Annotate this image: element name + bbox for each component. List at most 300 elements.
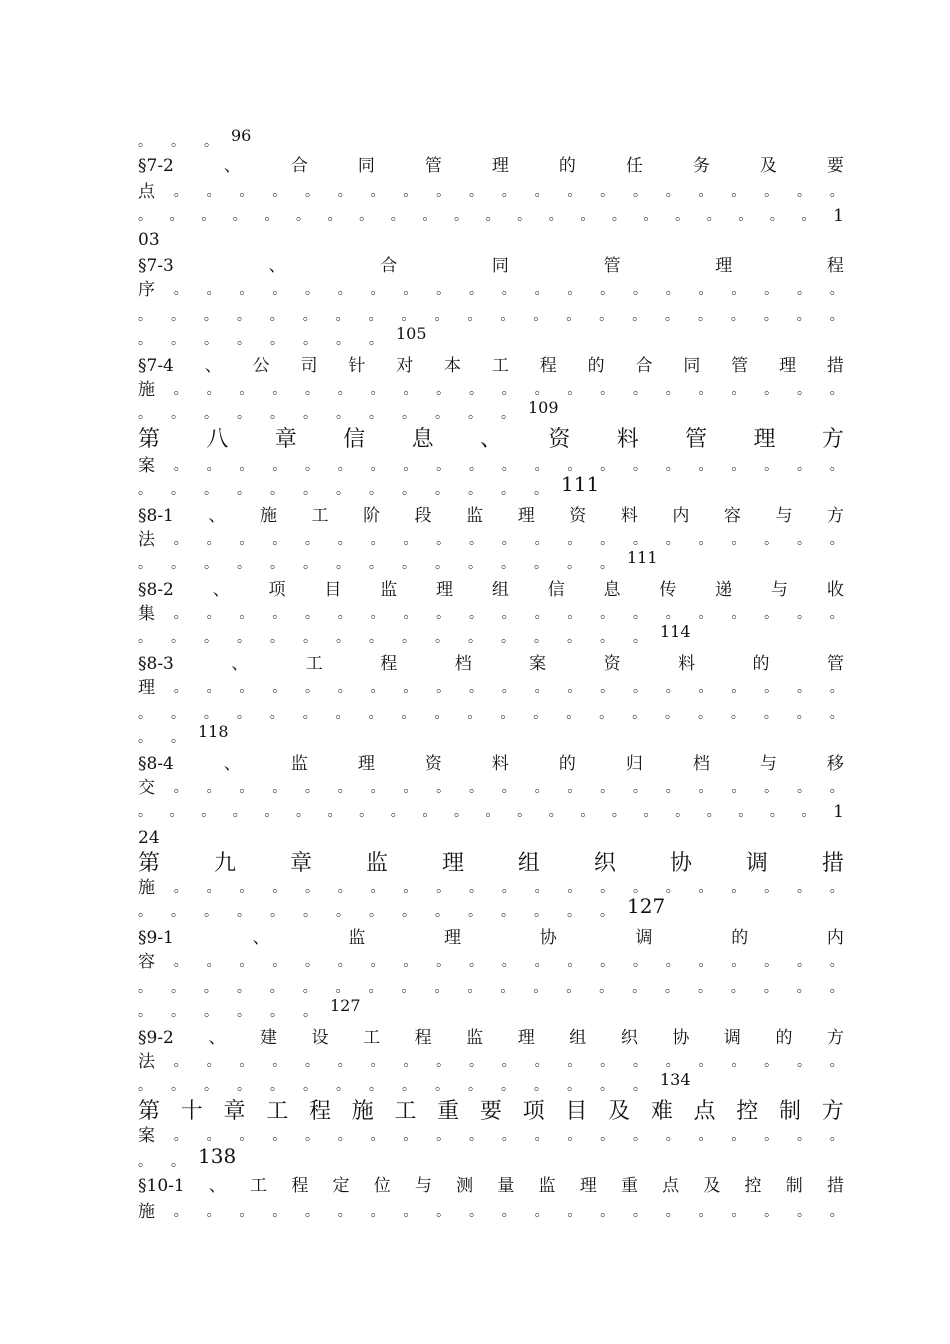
leader-dot: 。 [304, 1054, 319, 1070]
leader-dot: 。 [138, 332, 152, 348]
leader-dot: 。 [567, 282, 582, 298]
toc-text: 的 [731, 928, 749, 948]
toc-text: 难 [650, 1099, 673, 1124]
leader-dot: 。 [237, 904, 251, 920]
leader-dot: 。 [337, 954, 352, 970]
leader-dot: 。 [337, 606, 352, 622]
toc-line [138, 1174, 844, 1198]
leader-dot: 。 [171, 134, 185, 150]
leader-dot: 。 [237, 406, 251, 422]
toc-text: 组 [517, 851, 540, 876]
leader-dot: 。 [270, 332, 284, 348]
toc-text: 措 [826, 1176, 844, 1196]
toc-line [138, 528, 844, 552]
leader-dot: 。 [237, 556, 251, 572]
leader-dot: 。 [801, 804, 816, 820]
toc-text: §8-1 [138, 506, 174, 526]
leader-dot: 。 [600, 532, 615, 548]
leader-dot: 。 [467, 308, 482, 324]
leader-dot: 。 [206, 382, 221, 398]
toc-text: 目 [324, 580, 342, 600]
leader-dot: 。 [731, 532, 746, 548]
toc-text: 方 [821, 427, 844, 452]
toc-text: 内 [672, 506, 690, 526]
leader-dot: 。 [731, 382, 746, 398]
toc-text: 与 [771, 580, 788, 600]
toc-text: 织 [620, 1028, 638, 1048]
leader-dot: 。 [206, 954, 221, 970]
leader-dot: 。 [337, 184, 352, 200]
leader-dot: 。 [501, 184, 516, 200]
leader-dot: 。 [763, 706, 778, 722]
leader-dot: 。 [204, 904, 218, 920]
toc-text: 档 [454, 654, 472, 674]
leader-dot: 。 [764, 184, 779, 200]
page-number: 111 [627, 548, 658, 567]
leader-dot: 。 [731, 282, 746, 298]
leader-dot: 。 [239, 184, 254, 200]
toc-text: 施 [138, 1202, 155, 1222]
leader-dot: 。 [304, 880, 319, 896]
leader-dot: 。 [370, 1204, 385, 1220]
leader-dot: 。 [829, 308, 844, 324]
toc-text: §8-2 [138, 580, 174, 600]
toc-text: 程 [380, 654, 398, 674]
leader-dot: 。 [796, 458, 811, 474]
leader-dot: 。 [611, 804, 626, 820]
leader-dot: 。 [643, 804, 658, 820]
leader-dot: 。 [731, 606, 746, 622]
leader-dot: 。 [138, 1078, 152, 1094]
toc-text: 同 [357, 156, 375, 176]
leader-dot: 。 [796, 382, 811, 398]
toc-text: 合 [635, 356, 653, 376]
leader-dot: 。 [204, 332, 218, 348]
leader-dot: 。 [335, 706, 350, 722]
leader-dot: 。 [304, 1128, 319, 1144]
toc-text: 工 [266, 1099, 289, 1124]
leader-dot: 。 [763, 308, 778, 324]
leader-dot: 。 [171, 730, 185, 746]
leader-dot: 。 [359, 208, 374, 224]
leader-dot: 。 [731, 1128, 746, 1144]
toc-text: 传 [659, 580, 677, 600]
toc-text: 与 [775, 506, 793, 526]
leader-dot: 。 [468, 556, 482, 572]
leader-dot: 。 [501, 532, 516, 548]
leader-dot: 。 [436, 1204, 451, 1220]
leader-dot: 。 [337, 880, 352, 896]
toc-text: 的 [558, 156, 576, 176]
leader-dot: 。 [632, 706, 647, 722]
leader-dot: 。 [138, 1004, 152, 1020]
leader-dot: 。 [239, 954, 254, 970]
leader-dot: 。 [632, 606, 647, 622]
leader-dot: 。 [270, 406, 284, 422]
toc-text: 要 [826, 156, 844, 176]
leader-dot: 。 [829, 458, 844, 474]
toc-text: 本 [444, 356, 462, 376]
leader-dot: 。 [796, 980, 811, 996]
toc-text: 的 [558, 754, 576, 774]
leader-dot: 。 [698, 382, 713, 398]
leader-dot: 。 [796, 1204, 811, 1220]
toc-text: §8-3 [138, 654, 174, 674]
leader-dot: 。 [632, 184, 647, 200]
toc-text: 管 [826, 654, 844, 674]
leader-dot: 。 [370, 532, 385, 548]
leader-dot: 。 [138, 406, 152, 422]
toc-line [138, 996, 844, 1024]
leader-dot: 。 [335, 980, 350, 996]
leader-dot: 。 [698, 1204, 713, 1220]
toc-text: 的 [587, 356, 605, 376]
toc-text: 管 [424, 156, 442, 176]
leader-dot: 。 [390, 208, 405, 224]
leader-dot: 。 [567, 556, 581, 572]
leader-dot: 。 [272, 1204, 287, 1220]
leader-dot: 。 [203, 706, 218, 722]
toc-text: 协 [672, 1028, 690, 1048]
toc-line [138, 204, 844, 228]
leader-dot: 。 [829, 606, 844, 622]
leader-dot: 。 [403, 880, 418, 896]
leader-dot: 。 [173, 532, 188, 548]
leader-dot: 。 [468, 482, 482, 498]
toc-text: 资 [424, 754, 442, 774]
leader-dot: 。 [665, 606, 680, 622]
leader-dot: 。 [435, 630, 449, 646]
leader-dot: 。 [436, 954, 451, 970]
toc-text: 及 [703, 1176, 721, 1196]
toc-text: 理 [779, 356, 797, 376]
toc-text: 收 [826, 580, 844, 600]
leader-dot: 。 [534, 954, 549, 970]
leader-dot: 。 [239, 532, 254, 548]
leader-dot: 。 [304, 282, 319, 298]
leader-dot: 。 [272, 880, 287, 896]
leader-dot: 。 [403, 382, 418, 398]
leader-dot: 。 [171, 1078, 185, 1094]
toc-text: 合 [380, 256, 398, 276]
toc-text: 方 [821, 1099, 844, 1124]
leader-dot: 。 [769, 208, 784, 224]
leader-dot: 。 [534, 630, 548, 646]
leader-dot: 。 [796, 880, 811, 896]
leader-dot: 。 [468, 1128, 483, 1144]
leader-dot: 。 [337, 1204, 352, 1220]
leader-dot: 。 [171, 332, 185, 348]
leader-dot: 。 [236, 706, 251, 722]
leader-dot: 。 [173, 880, 188, 896]
toc-text: 第 [138, 427, 161, 452]
leader-dot: 。 [232, 804, 247, 820]
toc-text: 理 [436, 580, 454, 600]
leader-dot: 。 [731, 680, 746, 696]
leader-dot: 。 [304, 606, 319, 622]
leader-dot: 。 [829, 382, 844, 398]
leader-dot: 。 [665, 458, 680, 474]
leader-dot: 。 [600, 282, 615, 298]
toc-line [138, 578, 844, 602]
leader-dot: 。 [436, 780, 451, 796]
leader-dot: 。 [303, 904, 317, 920]
toc-text: 章 [223, 1099, 246, 1124]
toc-text: 司 [300, 356, 318, 376]
leader-dot: 。 [204, 1078, 218, 1094]
toc-line [138, 278, 844, 302]
leader-dot: 。 [567, 880, 582, 896]
toc-text: 、 [208, 506, 226, 526]
toc-text: 与 [414, 1176, 432, 1196]
leader-dot: 。 [796, 532, 811, 548]
toc-line [138, 548, 844, 576]
leader-dot: 。 [566, 706, 581, 722]
leader-dot: 。 [173, 1054, 188, 1070]
leader-dot: 。 [204, 556, 218, 572]
leader-dot: 。 [567, 532, 582, 548]
leader-dot: 。 [829, 980, 844, 996]
leader-dot: 。 [272, 606, 287, 622]
leader-dot: 。 [829, 1204, 844, 1220]
leader-dot: 。 [500, 308, 515, 324]
toc-text: 、 [231, 654, 249, 674]
leader-dot: 。 [764, 1128, 779, 1144]
toc-text: 理 [441, 851, 464, 876]
leader-dot: 。 [453, 804, 468, 820]
leader-dot: 。 [239, 880, 254, 896]
leader-dot: 。 [171, 1154, 185, 1170]
leader-dot: 。 [829, 706, 844, 722]
leader-dot: 。 [600, 954, 615, 970]
leader-dot: 。 [468, 954, 483, 970]
toc-text: 监 [466, 506, 484, 526]
leader-dot: 。 [501, 680, 516, 696]
toc-text: 措 [826, 356, 844, 376]
leader-dot: 。 [206, 1204, 221, 1220]
toc-line [138, 1144, 844, 1174]
leader-dot: 。 [401, 980, 416, 996]
leader-dot: 。 [567, 1204, 582, 1220]
toc-line [138, 826, 844, 850]
leader-dot: 。 [302, 308, 317, 324]
toc-line [138, 324, 844, 352]
leader-dot: 。 [665, 680, 680, 696]
leader-dot: 。 [632, 1128, 647, 1144]
leader-dot: 。 [369, 1078, 383, 1094]
leader-dot: 。 [403, 1128, 418, 1144]
leader-dot: 。 [302, 706, 317, 722]
leader-dot: 。 [239, 1128, 254, 1144]
leader-dot: 。 [534, 532, 549, 548]
leader-dot: 。 [698, 680, 713, 696]
leader-dot: 。 [665, 1204, 680, 1220]
leader-dot: 。 [239, 1054, 254, 1070]
leader-dot: 。 [237, 1004, 251, 1020]
leader-dot: 。 [468, 904, 482, 920]
leader-dot: 。 [304, 780, 319, 796]
page-number: 138 [198, 1144, 237, 1168]
leader-dot: 。 [517, 804, 532, 820]
leader-dot: 。 [403, 954, 418, 970]
leader-dot: 。 [675, 804, 690, 820]
leader-dot: 。 [303, 630, 317, 646]
toc-text: 案 [138, 1126, 155, 1146]
leader-dot: 。 [468, 532, 483, 548]
toc-line [138, 1100, 844, 1124]
leader-dot: 。 [731, 780, 746, 796]
leader-dot: 。 [370, 954, 385, 970]
leader-dot: 。 [368, 308, 383, 324]
toc-text: 案 [138, 456, 155, 476]
leader-dot: 。 [169, 804, 184, 820]
leader-dot: 。 [138, 630, 152, 646]
leader-dot: 。 [796, 1128, 811, 1144]
toc-text: 点 [662, 1176, 680, 1196]
toc-text: §7-3 [138, 256, 174, 276]
toc-text: 1 [833, 802, 844, 822]
leader-dot: 。 [336, 904, 350, 920]
leader-dot: 。 [201, 208, 216, 224]
toc-text: 的 [775, 1028, 793, 1048]
leader-dot: 。 [706, 804, 721, 820]
leader-dot: 。 [764, 1204, 779, 1220]
leader-dot: 。 [390, 804, 405, 820]
leader-dot: 。 [272, 282, 287, 298]
leader-dot: 。 [370, 880, 385, 896]
page-number: 96 [231, 126, 252, 145]
leader-dot: 。 [534, 382, 549, 398]
leader-dot: 。 [436, 1128, 451, 1144]
leader-dot: 。 [204, 406, 218, 422]
leader-dot: 。 [567, 680, 582, 696]
toc-text: 组 [569, 1028, 587, 1048]
toc-line [138, 428, 844, 452]
toc-text: 施 [138, 380, 155, 400]
leader-dot: 。 [501, 1078, 515, 1094]
leader-dot: 。 [665, 780, 680, 796]
leader-dot: 。 [764, 954, 779, 970]
leader-dot: 。 [436, 880, 451, 896]
leader-dot: 。 [567, 904, 581, 920]
leader-dot: 。 [206, 606, 221, 622]
toc-text: 重 [620, 1176, 638, 1196]
toc-text: 案 [529, 654, 547, 674]
toc-text: 信 [547, 580, 565, 600]
leader-dot: 。 [270, 1004, 284, 1020]
leader-dot: 。 [467, 980, 482, 996]
leader-dot: 。 [173, 780, 188, 796]
leader-dot: 。 [206, 458, 221, 474]
leader-dot: 。 [171, 482, 185, 498]
toc-text: 理 [138, 678, 155, 698]
leader-dot: 。 [665, 308, 679, 324]
toc-text: 任 [625, 156, 643, 176]
toc-text: 内 [826, 928, 844, 948]
toc-text: 序 [138, 280, 155, 300]
leader-dot: 。 [171, 556, 185, 572]
leader-dot: 。 [436, 282, 451, 298]
leader-dot: 。 [665, 1128, 680, 1144]
leader-dot: 。 [402, 406, 416, 422]
leader-dot: 。 [665, 532, 680, 548]
toc-text: 息 [603, 580, 621, 600]
toc-text: 控 [744, 1176, 762, 1196]
leader-dot: 。 [533, 706, 548, 722]
leader-dot: 。 [731, 954, 746, 970]
leader-dot: 。 [467, 706, 482, 722]
toc-text: 容 [723, 506, 741, 526]
leader-dot: 。 [369, 630, 383, 646]
leader-dot: 。 [665, 980, 679, 996]
leader-dot: 。 [403, 458, 418, 474]
leader-dot: 。 [236, 308, 251, 324]
leader-dot: 。 [580, 208, 595, 224]
leader-dot: 。 [236, 980, 251, 996]
leader-dot: 。 [764, 880, 779, 896]
leader-dot: 。 [336, 630, 350, 646]
leader-dot: 。 [435, 406, 449, 422]
toc-text: 同 [491, 256, 509, 276]
leader-dot: 。 [665, 880, 680, 896]
toc-line [138, 876, 844, 900]
toc-line [138, 926, 844, 950]
leader-dot: 。 [336, 332, 350, 348]
leader-dot: 。 [336, 1078, 350, 1094]
toc-text: 料 [620, 506, 638, 526]
leader-dot: 。 [272, 680, 287, 696]
leader-dot: 。 [600, 1078, 614, 1094]
page-number: 111 [561, 472, 600, 496]
leader-dot: 。 [138, 980, 152, 996]
leader-dot: 。 [501, 780, 516, 796]
leader-dot: 。 [600, 1204, 615, 1220]
leader-dot: 。 [171, 904, 185, 920]
toc-text: 监 [290, 754, 308, 774]
toc-text: 点 [693, 1099, 716, 1124]
toc-text: 、 [208, 1176, 226, 1196]
toc-text: 1 [833, 206, 844, 226]
leader-dot: 。 [548, 208, 563, 224]
leader-dot: 。 [600, 680, 615, 696]
toc-text: 法 [138, 530, 155, 550]
leader-dot: 。 [434, 308, 449, 324]
toc-line [138, 602, 844, 626]
toc-line [138, 254, 844, 278]
toc-line [138, 852, 844, 876]
leader-dot: 。 [632, 980, 647, 996]
leader-dot: 。 [534, 880, 549, 896]
toc-text: 法 [138, 1052, 155, 1072]
leader-dot: 。 [403, 606, 418, 622]
leader-dot: 。 [369, 406, 383, 422]
leader-dot: 。 [401, 308, 416, 324]
leader-dot: 。 [829, 532, 844, 548]
leader-dot: 。 [173, 458, 188, 474]
toc-text: 重 [437, 1099, 460, 1124]
leader-dot: 。 [829, 680, 844, 696]
leader-dot: 。 [304, 680, 319, 696]
toc-text: 工 [363, 1028, 381, 1048]
leader-dot: 。 [632, 680, 647, 696]
toc-text: 制 [779, 1099, 802, 1124]
toc-text: 理 [753, 427, 776, 452]
toc-text: 第 [138, 1099, 161, 1124]
leader-dot: 。 [435, 904, 449, 920]
leader-dot: 。 [567, 382, 582, 398]
toc-text: 息 [411, 427, 434, 452]
leader-dot: 。 [632, 1204, 647, 1220]
